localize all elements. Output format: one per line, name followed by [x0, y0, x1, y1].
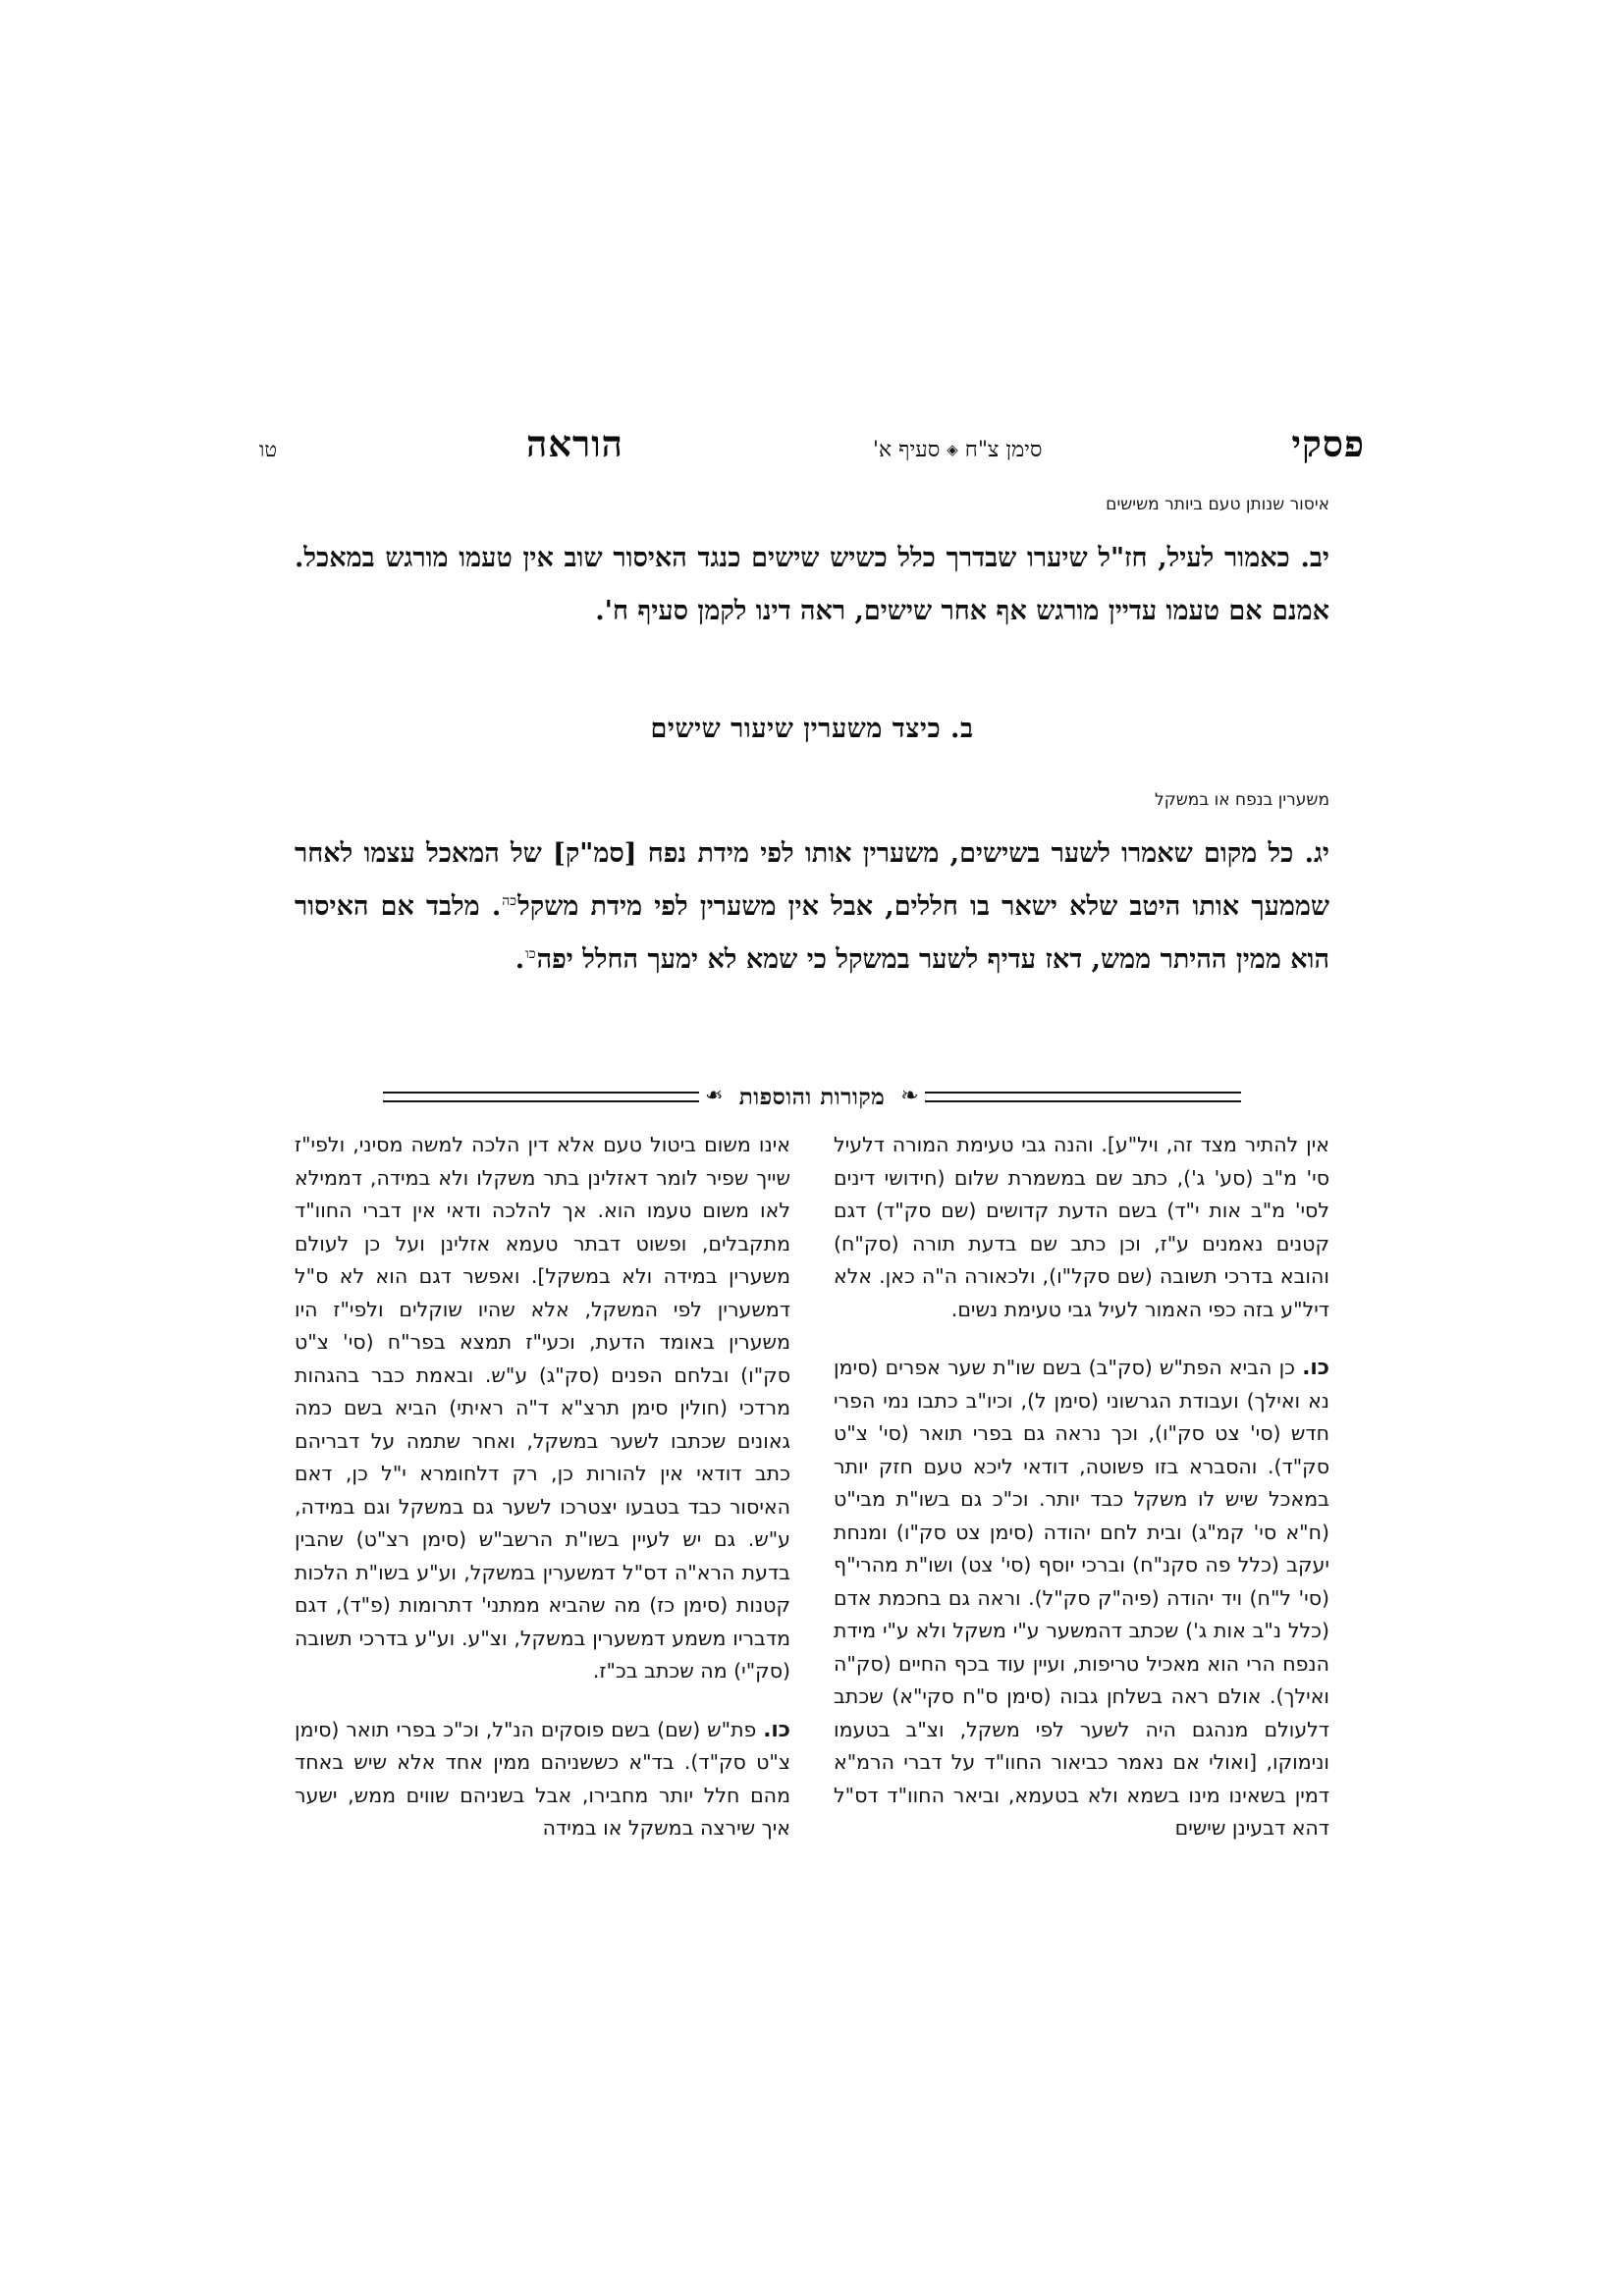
page-number: טו: [259, 438, 278, 461]
running-head-title: פסקי: [1291, 422, 1365, 465]
note-item: [295, 1714, 790, 1845]
paragraph-text-13c: .: [514, 944, 525, 975]
paragraph-text-12: כאמור לעיל, חז"ל שיערו שבדרך כלל כשיש שישים כנגד האיסור שוב אין טעמו מורגש במאכל. אמנם אם טעמו עדיין מורגש אף אחר שישים, ראה דינו לקמן סעיף ח'.: [295, 543, 1329, 626]
running-head-seif: סעיף א': [872, 438, 941, 462]
divider-rule-right: [925, 1092, 1241, 1102]
footnote-marker-kaf-vav: כו: [525, 946, 536, 962]
note-number: כו.: [763, 1717, 790, 1742]
note-number: כו.: [1302, 1356, 1329, 1380]
gloss-note-2: משערין בנפח או במשקל: [1155, 790, 1329, 810]
diamond-icon: ◈: [947, 441, 958, 458]
sources-and-additions: [295, 1129, 1329, 1845]
running-head-siman: סימן צ"ח: [964, 438, 1043, 462]
divider-rule-left: [383, 1092, 699, 1102]
paragraph-text-13a: כל מקום שאמרו לשער בשישים, משערין אותו לפי מידת נפח [סמ"ק] של המאכל עצמו לאחר שממעך אותו היטב שלא ישאר בו חללים, אבל אין משערין לפי מידת משקל: [295, 838, 1329, 922]
note-item: [834, 1129, 1329, 1326]
note-text: פת"ש (שם) בשם פוסקים הנ"ל, וכ"כ בפרי תואר (סימן צ"ט סק"ד). בד"א כששניהם ממין אחד אלא שיש באחד מהם חלל יותר מחבירו, אבל בשניהם שווים ממש, ישער איך שירצה במשקל או במידה: [295, 1717, 790, 1840]
flourish-right-icon: ❧: [900, 1083, 919, 1108]
running-head: [259, 422, 1365, 466]
paragraph-marker-13: יג.: [1304, 838, 1329, 869]
note-item: [295, 1129, 790, 1688]
divider-label: מקורות והוספות: [738, 1084, 886, 1110]
footnote-marker-kaf-hey: כה: [502, 893, 517, 909]
flourish-left-icon: ❧: [705, 1083, 724, 1108]
paragraph-text-13b: . מלבד אם האיסור הוא ממין ההיתר ממש, דאז עדיף לשער במשקל כי שמא לא ימעך החלל יפה: [295, 891, 1329, 975]
gloss-note-1: איסור שנותן טעם ביותר משישים: [1106, 495, 1329, 514]
running-head-reference: [873, 437, 1043, 464]
section-heading: ב. כיצד משערין שיעור שישים: [650, 714, 974, 744]
running-head-word: הוראה: [525, 422, 623, 465]
note-text: אין להתיר מצד זה, ויל"ע]. והנה גבי טעימת המורה דלעיל סי' מ"ב (סע' ג'), כתב שם במשמרת שלום (חידושי דינים לסי' מ"ב אות י"ד) בשם הדעת קדושים (שם סק"ד) דגם קטנים נאמנים ע"ז, וכן כתב שם בדעת תורה (סק"ח) והובא בדרכי תשובה (שם סקל"ו), ולכאורה ה"ה כאן. אלא דיל"ע בזה כפי האמור לעיל גבי טעימת נשים.: [834, 1133, 1329, 1321]
notes-column-right: [834, 1129, 1329, 1845]
paragraph-marker-12: יב.: [1300, 543, 1329, 573]
notes-column-left: [295, 1129, 790, 1845]
sources-divider: [383, 1084, 1241, 1110]
note-text: כן הביא הפת"ש (סק"ב) בשם שו"ת שער אפרים (סימן נא ואילך) ועבודת הגרשוני (סימן ל), וכיו"ב כתבו נמי הפרי חדש (סי' צט סק"ו), וכך נראה גם בפרי תואר (סי' צ"ט סק"ד). והסברא בזו פשוטה, דודאי ליכא טעם חזק יותר במאכל שיש לו משקל כבד יותר. וכ"כ גם בשו"ת מבי"ט (ח"א סי' קמ"ג) ובית לחם יהודה (סימן צט סק"ו) ומנחת יעקב (כלל פה סקנ"ח) וברכי יוסף (סי' צט) ושו"ת מהרי"ף (סי' ל"ח) ויד יהודה (פיה"ק סק"ל). וראה גם בחכמת אדם (כלל נ"ב אות ג') שכתב דהמשער ע"י משקל ולא ע"י מידת הנפח הרי הוא מאכיל טריפות, ועיין עוד בכף החיים (סק"ה ואילך). אולם ראה בשלחן גבוה (סימן ס"ח סקי"א) שכתב דלעולם מנהגם היה לשער לפי משקל, וצ"ב בטעמו ונימוקו, [ואולי אם נאמר כביאור החוו"ד על דברי הרמ"א דמין בשאינו מינו בשמא ולא בטעמא, וביאר החוו"ד דס"ל דהא דבעינן שישים: [834, 1356, 1329, 1840]
body-paragraph-12: [295, 532, 1329, 638]
note-item: [834, 1352, 1329, 1845]
note-text: אינו משום ביטול טעם אלא דין הלכה למשה מסיני, ולפי"ז שייך שפיר לומר דאזלינן בתר משקלו ולא במידה, דממילא לאו משום טעמו הוא. אך להלכה ודאי אין דברי החוו"ד מתקבלים, ופשוט דבתר טעמא אזלינן ועל כן לעולם משערין במידה ולא במשקל]. ואפשר דגם הוא לא ס"ל דמשערין לפי המשקל, אלא שהיו שוקלים ולפי"ז היו משערין באומד הדעת, וכעי"ז תמצא בפר"ח (סי' צ"ט סק"ו) ובלחם הפנים (סק"ג) ע"ש. ובאמת כבר בהגהות מרדכי (חולין סימן תרצ"א ד"ה ראיתי) הביא בשם כמה גאונים שכתבו לשער במשקל, ואחר שתמה על דבריהם כתב דודאי אין להורות כן, רק דלחומרא י"ל כן, דאם האיסור כבד בטבעו יצטרכו לשער גם במשקל וגם במידה, ע"ש. גם יש לעיין בשו"ת הרשב"ש (סימן רצ"ט) שהבין בדעת הרא"ה דס"ל דמשערין במשקל, וע"ע בשו"ת הלכות קטנות (סימן כז) מה שהביא ממתני' דתרומות (פ"ד), דגם מדבריו משמע דמשערין במשקל, וצ"ע. וע"ע בדרכי תשובה (סק"י) מה שכתב בכ"ז.: [295, 1133, 790, 1682]
body-paragraph-13: [295, 828, 1329, 987]
